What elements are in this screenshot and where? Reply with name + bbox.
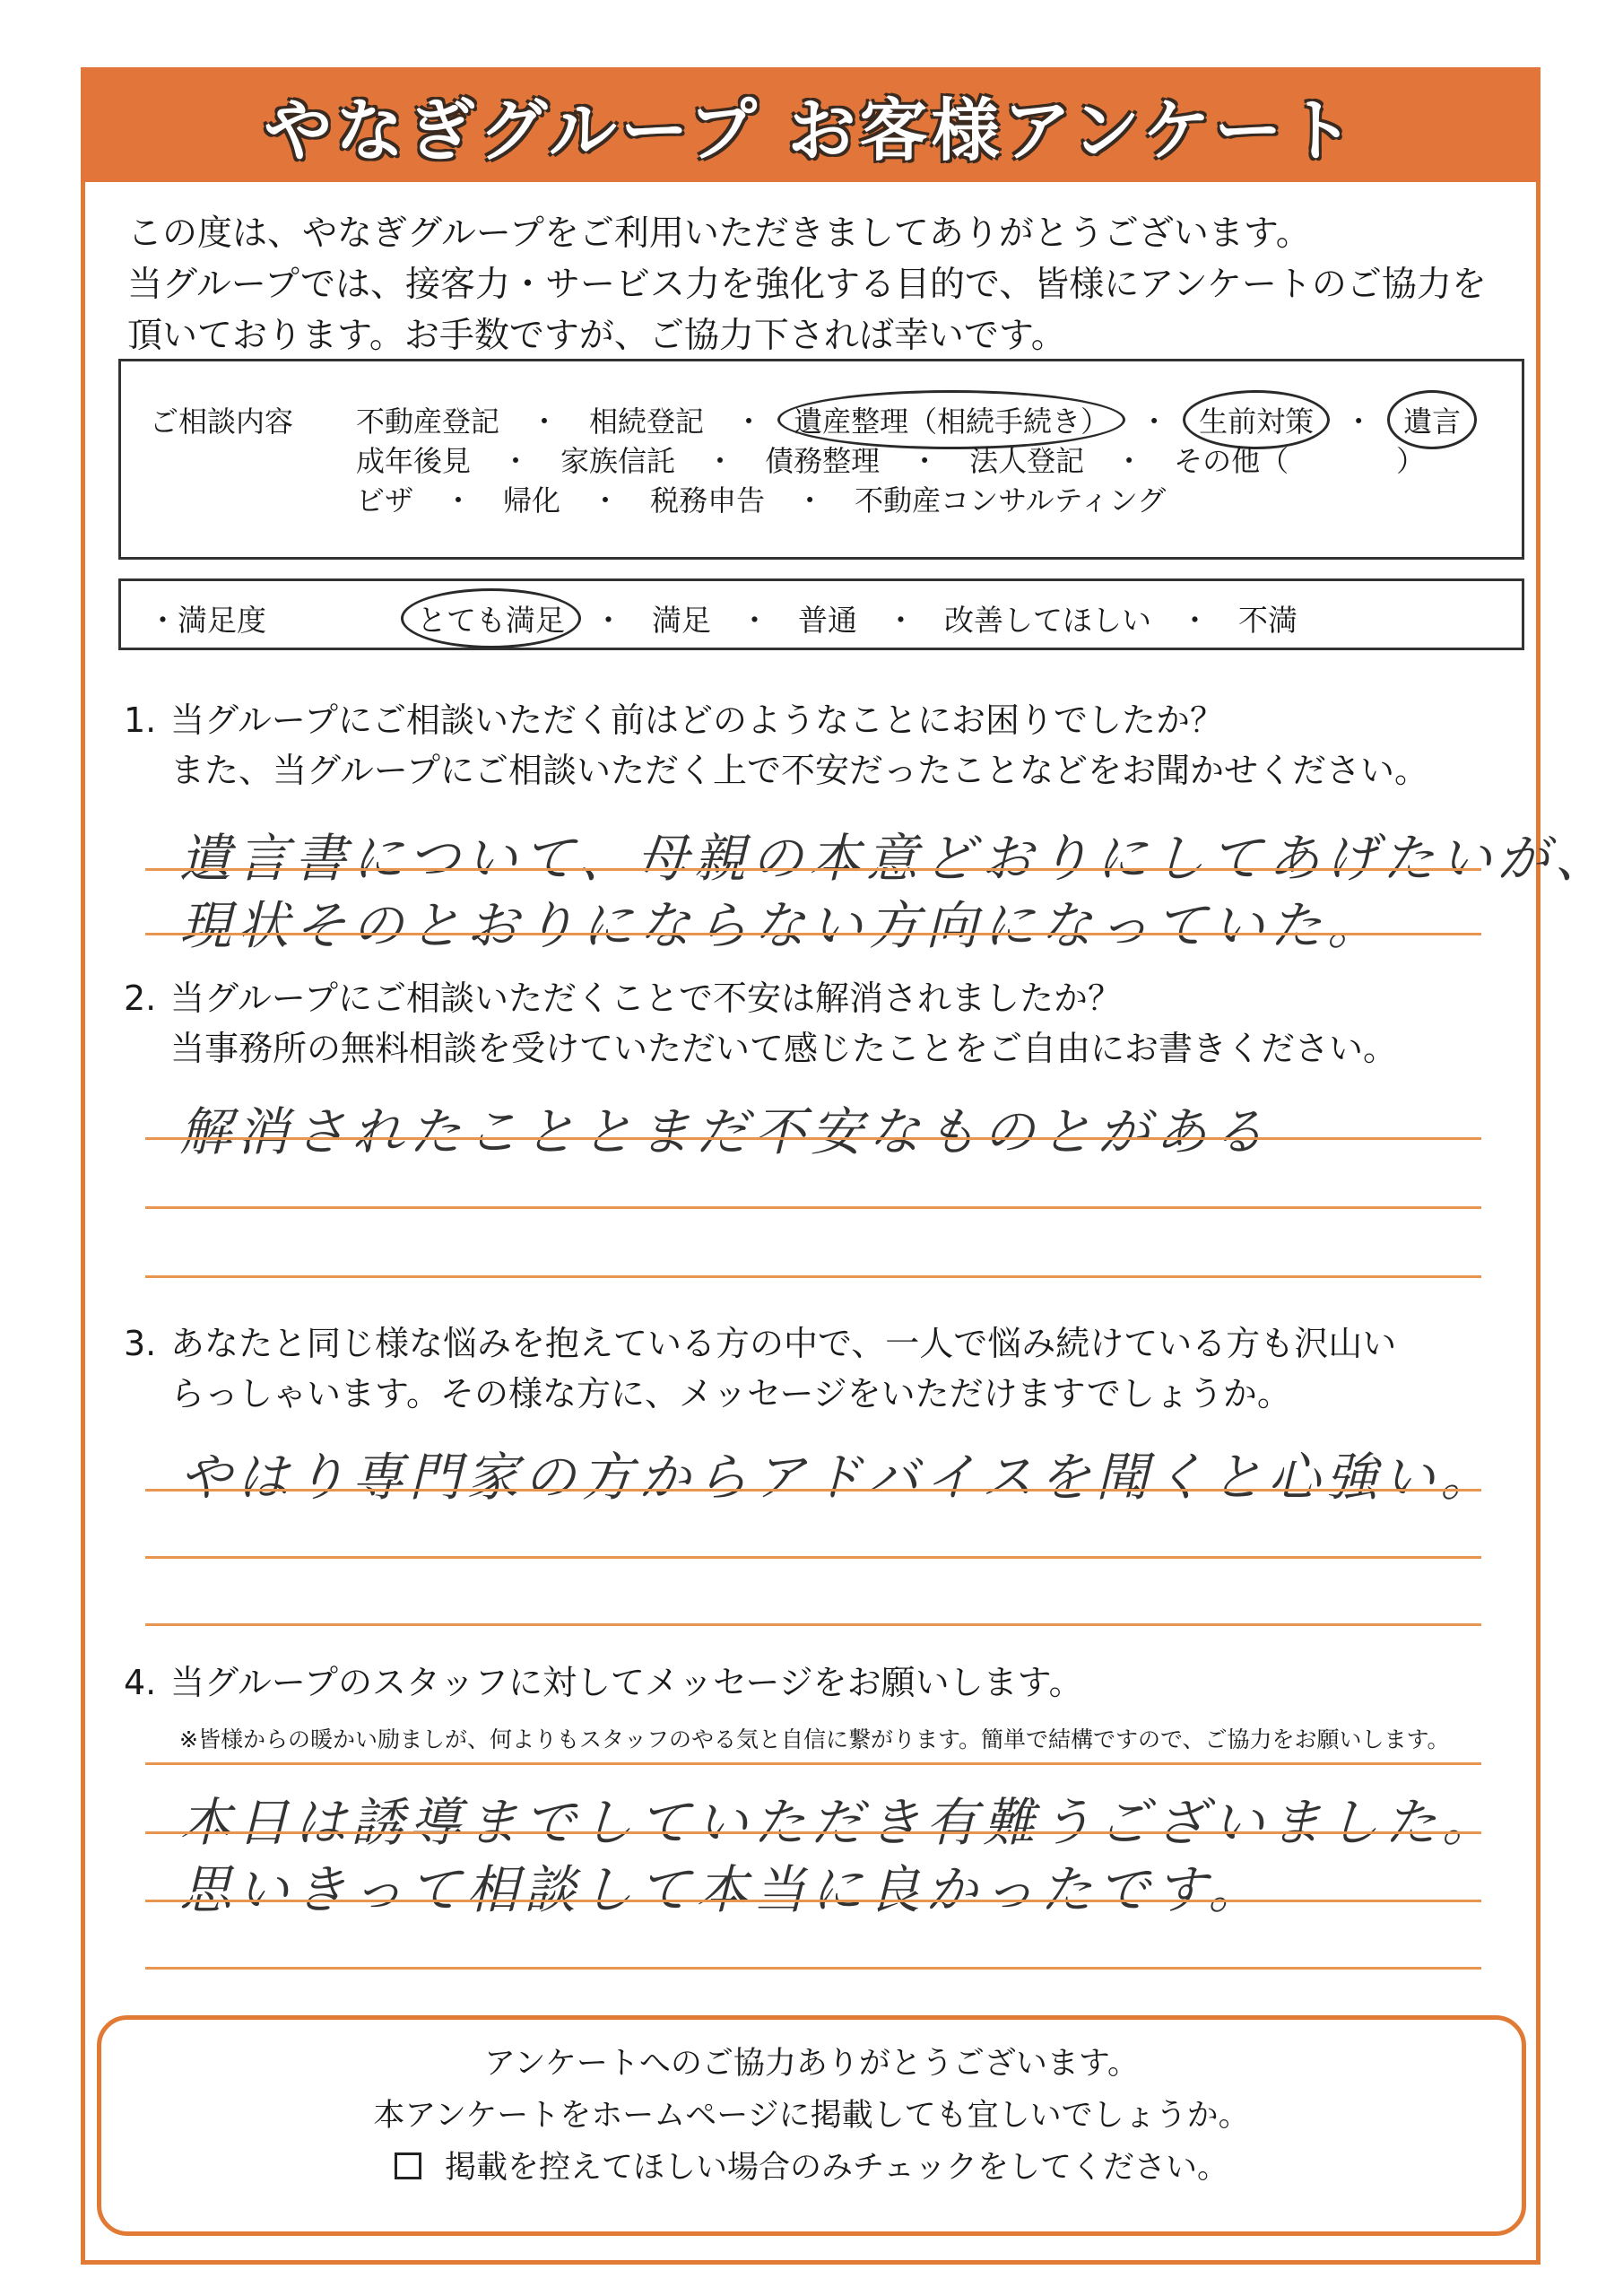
- answer-line: [145, 1275, 1481, 1278]
- option-adult-guardianship[interactable]: 成年後見: [356, 444, 472, 478]
- question-number: 4.: [124, 1663, 157, 1702]
- option-naturalization[interactable]: 帰化: [503, 483, 561, 517]
- opt-out-checkbox[interactable]: [395, 2152, 421, 2179]
- consultation-row-3: ビザ ・ 帰化 ・ 税務申告 ・ 不動産コンサルティング: [356, 478, 1166, 519]
- question-number: 2.: [124, 978, 157, 1018]
- option-estate-planning[interactable]: 生前対策: [1199, 399, 1314, 440]
- question-text: 当事務所の無料相談を受けていただいて感じたことをご自由にお書きください。: [170, 1029, 1398, 1068]
- answer-line: [145, 1967, 1481, 1970]
- question-text: 当グループにご相談いただく前はどのようなことにお困りでしたか？: [170, 700, 1224, 740]
- option-corporate-registration[interactable]: 法人登記: [969, 444, 1085, 478]
- option-tax-filing[interactable]: 税務申告: [650, 483, 766, 517]
- question-text: 当グループにご相談いただくことで不安は解消されましたか？: [170, 978, 1122, 1018]
- option-other-close: ）: [1396, 444, 1426, 478]
- question-1: [124, 695, 1428, 796]
- footer-permission-question: 本アンケートをホームページに掲載しても宜しいでしょうか。: [373, 2098, 1250, 2134]
- question-text: 当グループのスタッフに対してメッセージをお願いします。: [170, 1663, 1083, 1702]
- answer-line: [145, 1206, 1481, 1209]
- question-number: 3.: [124, 1324, 157, 1363]
- question-note: ※皆様からの暖かい励ましが、何よりもスタッフのやる気と自信に繋がります。簡単で結構ですので、ご協力をお願いします。: [179, 1726, 1450, 1752]
- satisfaction-very-satisfied[interactable]: とても満足: [417, 597, 565, 639]
- satisfaction-needs-improvement[interactable]: 改善してほしい: [944, 603, 1151, 638]
- option-family-trust[interactable]: 家族信託: [560, 444, 676, 478]
- question-2: [124, 973, 1397, 1074]
- answer-line: [145, 933, 1481, 935]
- opt-out-label: 掲載を控えてほしい場合のみチェックをしてください。: [445, 2150, 1228, 2186]
- consultation-row-1: 不動産登記 ・ 相続登記 ・ 遺産整理（相続手続き） ・ 生前対策 ・ 遺言: [356, 399, 1461, 440]
- question-3: [124, 1318, 1396, 1419]
- answer-line: [145, 1489, 1481, 1492]
- handwritten-answer: 解消されたこととまだ不安なものとがある: [179, 1101, 1271, 1162]
- satisfaction-dissatisfied[interactable]: 不満: [1238, 603, 1298, 638]
- option-will[interactable]: 遺言: [1403, 399, 1461, 440]
- question-4: [124, 1657, 1083, 1708]
- option-visa[interactable]: ビザ: [356, 483, 414, 517]
- intro-line: この度は、やなぎグループをご利用いただきましてありがとうございます。: [127, 213, 1311, 254]
- footer-thanks: アンケートへのご協力ありがとうございます。: [483, 2046, 1140, 2082]
- handwritten-answer: 遺言書について、母親の本意どおりにしてあげたいが、: [179, 828, 1612, 889]
- option-real-estate-registration[interactable]: 不動産登記: [356, 404, 500, 439]
- consultation-row-2: 成年後見 ・ 家族信託 ・ 債務整理 ・ 法人登記 ・ その他（ ）: [356, 439, 1425, 480]
- consultation-label: ご相談内容: [150, 404, 294, 439]
- intro-line: 当グループでは、接客力・サービス力を強化する目的で、皆様にアンケートのご協力を: [127, 265, 1487, 305]
- option-debt-settlement[interactable]: 債務整理: [765, 444, 881, 478]
- answer-line: [145, 1623, 1481, 1626]
- question-number: 1.: [124, 700, 157, 740]
- option-inheritance-registration[interactable]: 相続登記: [589, 404, 705, 439]
- satisfaction-options: とても満足 ・ 満足 ・ 普通 ・ 改善してほしい ・ 不満: [417, 597, 1298, 639]
- footer-check-row: [101, 2142, 1522, 2194]
- handwritten-answer: やはり専門家の方からアドバイスを聞くと心強い。: [179, 1447, 1498, 1508]
- option-other[interactable]: その他（: [1174, 444, 1289, 478]
- handwritten-answer: 思いきって相談して本当に良かったです。: [179, 1859, 1266, 1920]
- answer-line: [145, 868, 1481, 871]
- question-text: あなたと同じ様な悩みを抱えている方の中で、一人で悩み続けている方も沢山い: [170, 1324, 1397, 1363]
- title-bar: [81, 67, 1541, 182]
- answer-line: [145, 1762, 1481, 1765]
- intro-line: 頂いております。お手数ですが、ご協力下されば幸いです。: [127, 316, 1066, 356]
- answer-line: [145, 1831, 1481, 1834]
- satisfaction-neutral[interactable]: 普通: [798, 603, 857, 638]
- satisfaction-box: [118, 578, 1524, 650]
- page-title: やなぎグループ お客様アンケート: [264, 90, 1358, 170]
- question-text: らっしゃいます。その様な方に、メッセージをいただけますでしょうか。: [170, 1374, 1291, 1413]
- footer-box: [97, 2015, 1526, 2236]
- satisfaction-label: ・満足度: [148, 603, 266, 638]
- question-text: また、当グループにご相談いただく上で不安だったことなどをお聞かせください。: [170, 751, 1428, 790]
- option-real-estate-consulting[interactable]: 不動産コンサルティング: [855, 483, 1167, 517]
- handwritten-answer: 本日は誘導までしていただき有難うございました。: [179, 1792, 1500, 1853]
- consultation-box: [118, 359, 1524, 560]
- answer-line: [145, 1556, 1481, 1559]
- answer-line: [145, 1137, 1481, 1140]
- handwritten-answer: 現状そのとおりにならない方向になっていた。: [179, 895, 1385, 956]
- intro-text: [127, 208, 1526, 361]
- satisfaction-satisfied[interactable]: 満足: [652, 603, 711, 638]
- answer-line: [145, 1900, 1481, 1902]
- option-estate-settlement[interactable]: 遺産整理（相続手続き）: [794, 399, 1109, 440]
